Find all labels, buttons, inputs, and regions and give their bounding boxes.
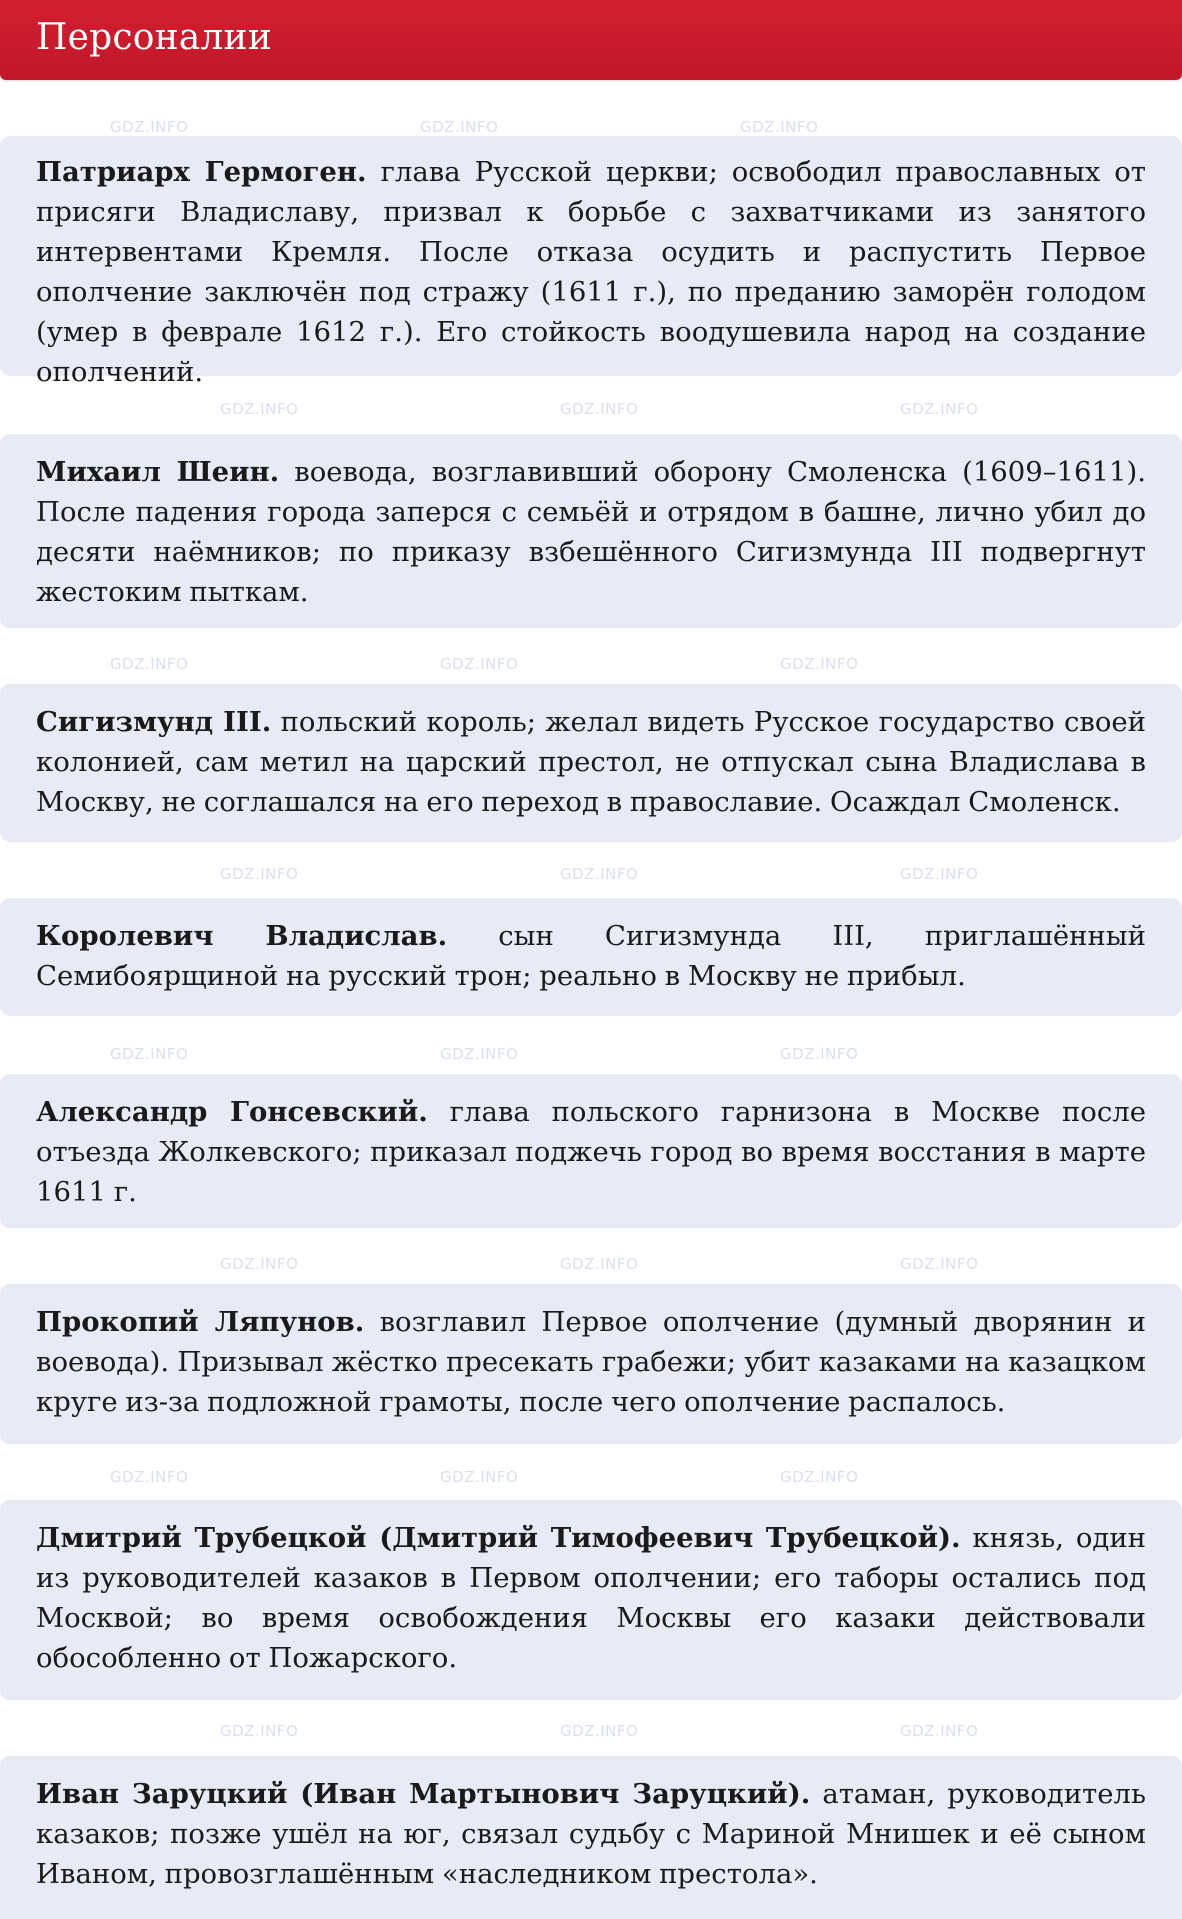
entry-text bbox=[36, 452, 1146, 612]
entry-name: Прокопий Ляпунов. bbox=[36, 1306, 365, 1338]
entry-card bbox=[0, 1500, 1182, 1700]
watermark: GDZ.INFO bbox=[740, 118, 819, 136]
watermark: GDZ.INFO bbox=[440, 1045, 519, 1063]
watermark: GDZ.INFO bbox=[110, 1045, 189, 1063]
entry-name: Сигизмунд III. bbox=[36, 706, 272, 738]
entry-name: Иван Заруцкий (Иван Мартынович Заруцкий). bbox=[36, 1778, 811, 1810]
entry-text bbox=[36, 702, 1146, 822]
watermark: GDZ.INFO bbox=[560, 865, 639, 883]
watermark: GDZ.INFO bbox=[440, 1468, 519, 1486]
section-header bbox=[0, 0, 1182, 80]
entry-card bbox=[0, 898, 1182, 1016]
watermark: GDZ.INFO bbox=[900, 400, 979, 418]
watermark: GDZ.INFO bbox=[900, 1255, 979, 1273]
entry-text bbox=[36, 1774, 1146, 1894]
entry-description: князь, один из руководителей казаков в Первом ополчении; его таборы остались под Москвой; во время освобождения Москвы его казаки действовали обособленно от Пожарского. bbox=[36, 1522, 1146, 1674]
section-title: Персоналии bbox=[36, 17, 272, 58]
watermark: GDZ.INFO bbox=[110, 1468, 189, 1486]
entry-name: Королевич Владислав. bbox=[36, 920, 448, 952]
watermark: GDZ.INFO bbox=[220, 1255, 299, 1273]
watermark: GDZ.INFO bbox=[220, 400, 299, 418]
watermark: GDZ.INFO bbox=[560, 1255, 639, 1273]
entry-card bbox=[0, 136, 1182, 388]
entry-text bbox=[36, 152, 1146, 392]
entry-text bbox=[36, 1302, 1146, 1422]
entry-description: глава польского гарнизона в Москве после отъезда Жолкевского; приказал поджечь город во время восстания в марте 1611 г. bbox=[36, 1096, 1147, 1208]
entry-card bbox=[0, 684, 1182, 842]
entry-card bbox=[0, 1756, 1182, 1919]
entry-card bbox=[0, 1074, 1182, 1228]
entry-description: сын Сигизмунда III, приглашённый Семибоярщиной на русский трон; реально в Москву не прибыл. bbox=[36, 920, 1146, 992]
watermark: GDZ.INFO bbox=[220, 865, 299, 883]
watermark: GDZ.INFO bbox=[440, 655, 519, 673]
watermark: GDZ.INFO bbox=[420, 118, 499, 136]
watermark: GDZ.INFO bbox=[560, 1722, 639, 1740]
watermark: GDZ.INFO bbox=[110, 118, 189, 136]
entry-text bbox=[36, 1092, 1146, 1212]
entry-name: Михаил Шеин. bbox=[36, 456, 280, 488]
entry-description: возглавил Первое ополчение (думный дворянин и воевода). Призывал жёстко пресекать грабежи; убит казаками на казацком круге из-за подложной грамоты, после чего ополчение распалось. bbox=[36, 1306, 1146, 1418]
watermark: GDZ.INFO bbox=[110, 655, 189, 673]
watermark: GDZ.INFO bbox=[780, 655, 859, 673]
entry-description: воевода, возглавивший оборону Смоленска (1609–1611). После падения города заперся с семьёй и отрядом в башне, лично убил до десяти наёмников; по приказу взбешённого Сигизмунда III подвергнут жестоким пыткам. bbox=[36, 456, 1146, 608]
entry-description: польский король; желал видеть Русское государство своей колонией, сам метил на царский престол, не отпускал сына Владислава в Москву, не соглашался на его переход в православие. Осаждал Смоленск. bbox=[36, 706, 1146, 818]
watermark: GDZ.INFO bbox=[900, 865, 979, 883]
entry-card bbox=[0, 434, 1182, 628]
entry-description: атаман, руководитель казаков; позже ушёл на юг, связал судьбу с Мариной Мнишек и её сыном Иваном, провозглашённым «наследником престола». bbox=[36, 1778, 1146, 1890]
entry-text bbox=[36, 1518, 1146, 1678]
entry-card bbox=[0, 1284, 1182, 1444]
watermark: GDZ.INFO bbox=[220, 1722, 299, 1740]
entry-text bbox=[36, 916, 1146, 996]
entry-name: Патриарх Гермоген. bbox=[36, 156, 367, 188]
watermark: GDZ.INFO bbox=[780, 1468, 859, 1486]
watermark: GDZ.INFO bbox=[560, 400, 639, 418]
entry-description: глава Русской церкви; освободил православных от присяги Владиславу, призвал к борьбе с захватчиками из занятого интервентами Кремля. После отказа осудить и распустить Первое ополчение заключён под стражу (1611 г.), по преданию заморён голодом (умер в феврале 1612 г.). Его стойкость воодушевила народ на создание ополчений. bbox=[36, 156, 1146, 388]
entry-name: Дмитрий Трубецкой (Дмитрий Тимофеевич Трубецкой). bbox=[36, 1522, 961, 1554]
watermark: GDZ.INFO bbox=[780, 1045, 859, 1063]
entry-name: Александр Гонсевский. bbox=[36, 1096, 428, 1128]
watermark: GDZ.INFO bbox=[900, 1722, 979, 1740]
